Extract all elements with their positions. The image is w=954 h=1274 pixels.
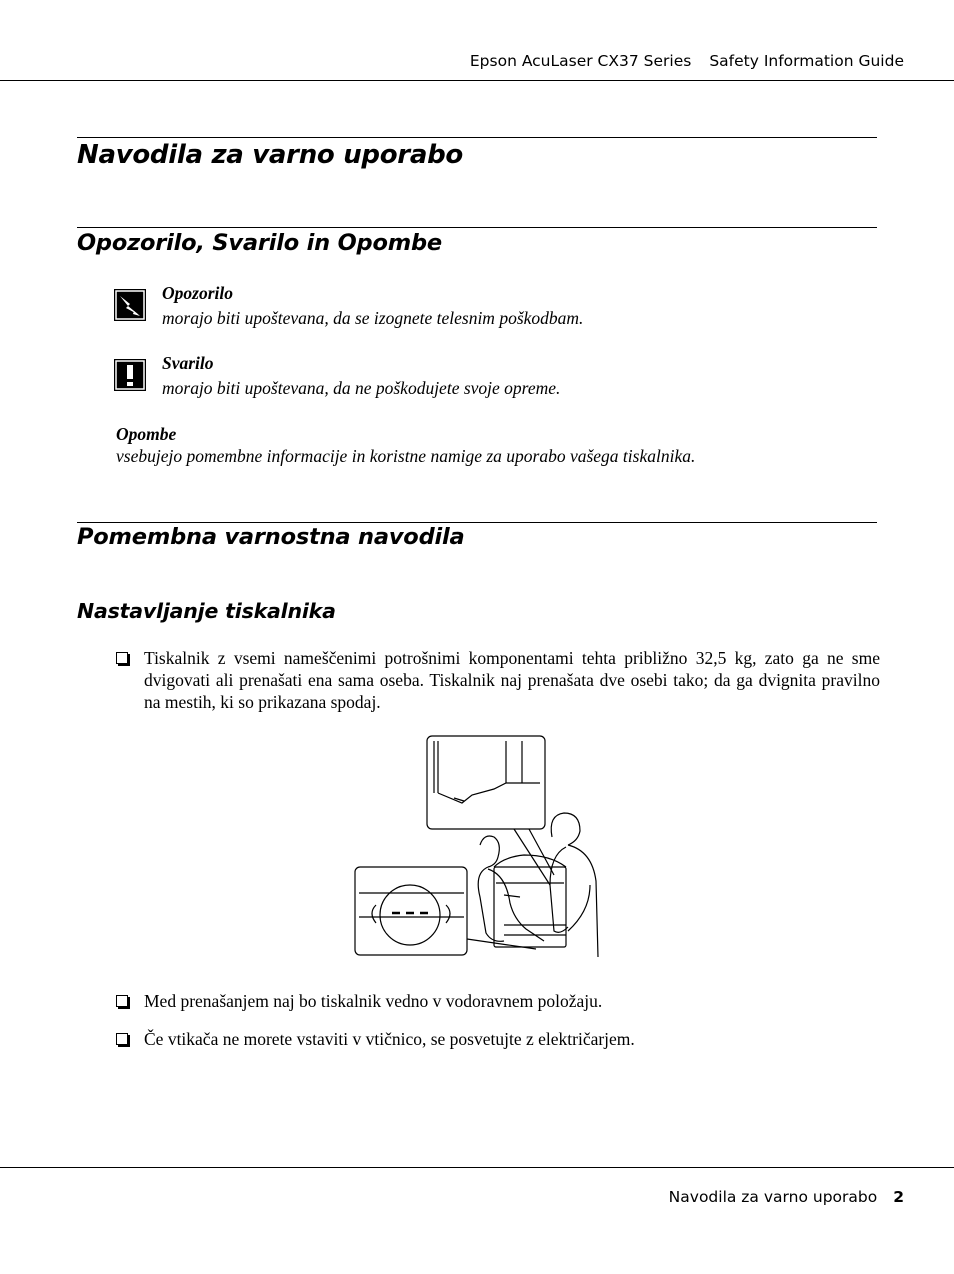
bullet-text-3: Če vtikača ne morete vstaviti v vtičnico, se posvetujte z električarjem. <box>144 1029 635 1049</box>
bullet-checkbox-1 <box>116 652 128 664</box>
caution-title: Svarilo <box>162 353 214 373</box>
running-footer <box>669 1188 904 1206</box>
title-rule <box>77 137 877 138</box>
header-product: Epson AcuLaser CX37 Series <box>469 52 692 70</box>
footer-section: Navodila za varno uporabo <box>668 1188 878 1206</box>
page-number: 2 <box>893 1188 904 1206</box>
bullet-text-2: Med prenašanjem naj bo tiskalnik vedno v vodoravnem položaju. <box>144 991 603 1011</box>
bullet-checkbox-3 <box>116 1033 128 1045</box>
section-rule-notices <box>77 227 877 228</box>
header-rule <box>0 80 954 81</box>
bullet-checkbox-2 <box>116 995 128 1007</box>
running-header <box>470 52 904 70</box>
section-rule-important <box>77 522 877 523</box>
page-title: Navodila za varno uporabo <box>77 140 463 170</box>
footer-rule <box>0 1167 954 1168</box>
caution-exclamation-icon <box>114 359 146 391</box>
warning-text: morajo biti upoštevana, da se izognete telesnim poškodbam. <box>162 308 584 328</box>
note-text: vsebujejo pomembne informacije in koristne namige za uporabo vašega tiskalnika. <box>116 446 696 466</box>
header-guide: Safety Information Guide <box>709 52 904 70</box>
warning-title: Opozorilo <box>162 283 233 303</box>
bullet-text-1: Tiskalnik z vsemi nameščenimi potrošnimi komponentami tehta približno 32,5 kg, zato ga ne sme dvigovati ali prenašati ena sama oseba. Tiskalnik naj prenašata dve osebi tako; da ga dvignita pravilno na mestih, ki so prikazana spodaj. <box>144 648 880 712</box>
two-people-lifting-printer-illustration <box>354 735 600 959</box>
section-heading-important: Pomembna varnostna navodila <box>77 524 465 550</box>
section-heading-notices: Opozorilo, Svarilo in Opombe <box>77 230 442 256</box>
subsection-heading-setup: Nastavljanje tiskalnika <box>77 599 336 623</box>
warning-lightning-icon <box>114 289 146 321</box>
note-title: Opombe <box>116 424 177 444</box>
caution-text: morajo biti upoštevana, da ne poškodujete svoje opreme. <box>162 378 561 398</box>
